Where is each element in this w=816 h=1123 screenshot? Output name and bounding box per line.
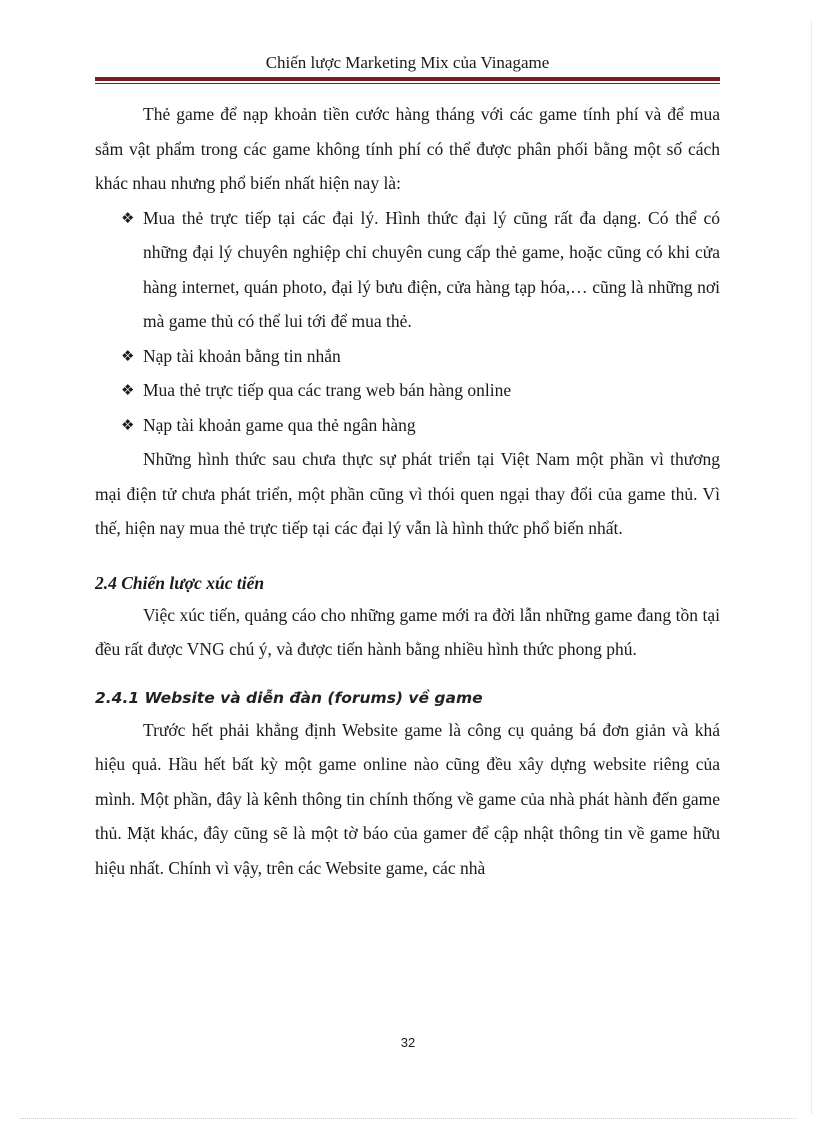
page-body bbox=[95, 97, 720, 885]
page-header-title: Chiến lược Marketing Mix của Vinagame bbox=[265, 53, 550, 72]
diamond-bullet-icon: ❖ bbox=[121, 208, 135, 227]
page-edge-bottom bbox=[20, 1118, 796, 1119]
diamond-bullet-icon: ❖ bbox=[121, 381, 135, 399]
diamond-bullet-icon: ❖ bbox=[121, 415, 135, 434]
distribution-methods-list bbox=[95, 201, 720, 443]
subsection-paragraph: Trước hết phải khẳng định Website game là công cụ quảng bá đơn giản và khá hiệu quả. Hầu hết bất kỳ một game online nào cũng đều xây dựng website riêng của mình. Một phần, đây là kênh thông tin chính thống về game của nhà phát hành đến game thủ. Mặt khác, đây cũng sẽ là một tờ báo của gamer để cập nhật thông tin về game hữu hiệu nhất. Chính vì vậy, trên các Website game, các nhà bbox=[95, 719, 720, 878]
section-heading: 2.4 Chiến lược xúc tiến bbox=[95, 572, 265, 593]
header-rule-thick bbox=[95, 77, 720, 81]
header-rule-thin bbox=[95, 83, 720, 84]
list-item bbox=[95, 339, 720, 374]
intro-paragraph: Thẻ game để nạp khoản tiền cước hàng tháng với các game tính phí và để mua sắm vật phẩm trong các game không tính phí có thể được phân phối bằng một số cách khác nhau nhưng phổ biến nhất hiện nay là: bbox=[95, 104, 720, 193]
list-item-text: Mua thẻ trực tiếp tại các đại lý. Hình thức đại lý cũng rất đa dạng. Có thể có những đại lý chuyên nghiệp chỉ chuyên cung cấp thẻ game, hoặc cũng có khi cửa hàng internet, quán photo, đại lý bưu điện, cửa hàng tạp hóa,… cũng là những nơi mà game thủ có thể lui tới để mua thẻ. bbox=[143, 207, 720, 331]
page-number: 32 bbox=[400, 1035, 416, 1050]
page-edge-right bbox=[811, 20, 812, 1113]
list-item-text: Nạp tài khoản game qua thẻ ngân hàng bbox=[143, 414, 416, 435]
list-item-text: Nạp tài khoản bằng tin nhắn bbox=[143, 345, 341, 366]
list-item-text: Mua thẻ trực tiếp qua các trang web bán hàng online bbox=[143, 380, 512, 400]
list-item bbox=[95, 408, 720, 443]
list-item bbox=[95, 373, 720, 408]
subsection-heading: 2.4.1 Website và diễn đàn (forums) về game bbox=[95, 688, 483, 707]
second-paragraph: Những hình thức sau chưa thực sự phát triển tại Việt Nam một phần vì thương mại điện tử chưa phát triển, một phần cũng vì thói quen ngại thay đổi của game thủ. Vì thế, hiện nay mua thẻ trực tiếp tại các đại lý vẫn là hình thức phổ biến nhất. bbox=[95, 449, 720, 538]
list-item bbox=[95, 201, 720, 339]
diamond-bullet-icon: ❖ bbox=[121, 346, 135, 365]
section-paragraph: Việc xúc tiến, quảng cáo cho những game mới ra đời lẫn những game đang tồn tại đều rất được VNG chú ý, và được tiến hành bằng nhiều hình thức phong phú. bbox=[95, 604, 720, 659]
